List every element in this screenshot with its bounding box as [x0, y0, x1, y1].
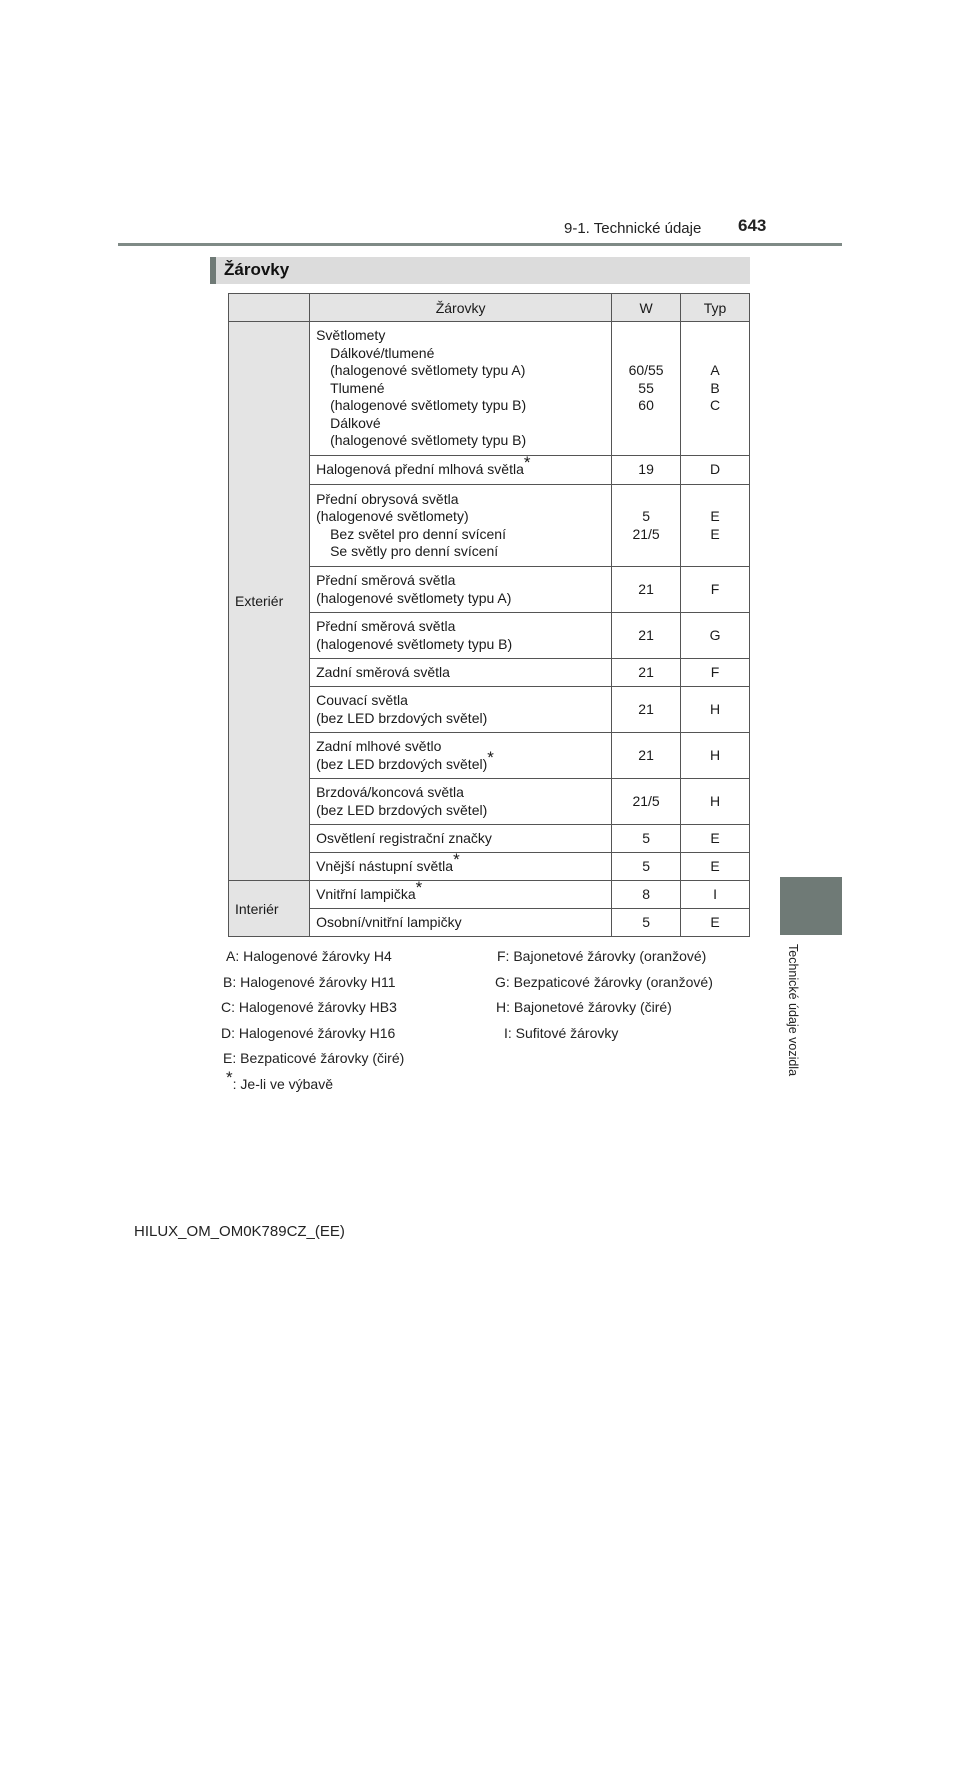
bulb-watt: 5	[612, 825, 681, 853]
document-code: HILUX_OM_OM0K789CZ_(EE)	[134, 1223, 345, 1240]
heading-marker	[210, 257, 216, 284]
name-line: Světlomety	[316, 327, 386, 344]
name-line: (halogenové světlomety typu B)	[330, 432, 527, 449]
table-row	[229, 881, 750, 909]
bulb-watt: 21	[612, 687, 681, 733]
name-line: Couvací světla	[316, 692, 408, 708]
section-heading: Žárovky	[224, 260, 290, 279]
legend-e: E: Bezpaticové žárovky (čiré)	[223, 1050, 405, 1066]
category-interior: Interiér	[229, 881, 310, 937]
bulb-watt: 8	[612, 881, 681, 909]
bulb-watt: 21	[612, 659, 681, 687]
bulb-watt: 21	[612, 613, 681, 659]
type-line: A	[710, 362, 720, 379]
chapter-number: 9	[807, 1769, 815, 1784]
section-heading-bar	[210, 257, 750, 284]
name-line: (halogenové světlomety typu A)	[316, 589, 512, 606]
bulb-name	[310, 877, 612, 909]
name-line: Tlumené	[330, 379, 385, 396]
bulb-type: G	[681, 613, 750, 659]
section-title: 9-1. Technické údaje	[564, 220, 702, 237]
name-line: Dálkové	[330, 414, 381, 431]
footnote-star: *	[487, 747, 494, 767]
type-line: E	[710, 508, 720, 524]
bulb-name	[310, 567, 612, 613]
type-line: C	[709, 397, 721, 414]
footnote-star: *	[453, 849, 460, 869]
footnote-star: *	[226, 1068, 233, 1087]
bulb-watt: 5	[612, 909, 681, 937]
name-text: Vnější nástupní světla	[316, 857, 454, 874]
bulbs-table	[228, 293, 750, 937]
header-cell-type: Typ	[681, 294, 750, 322]
bulb-watt	[612, 485, 681, 567]
table-header-row	[229, 294, 750, 322]
legend-c: C: Halogenové žárovky HB3	[221, 999, 397, 1015]
chapter-label: Technické údaje vozidla	[786, 944, 800, 1077]
page-number: 643	[738, 216, 767, 235]
watt-line: 60/55	[628, 362, 664, 379]
bulb-name	[310, 485, 612, 567]
bulb-watt: 21	[612, 567, 681, 613]
name-line: (halogenové světlomety typu B)	[330, 397, 527, 414]
footnote-star: *	[523, 453, 531, 473]
name-line: Brzdová/koncová světla	[316, 784, 464, 800]
name-line: Dálkové/tlumené	[330, 344, 435, 361]
watt-line: 5	[642, 508, 650, 524]
header-cell-bulbs: Žárovky	[310, 294, 612, 322]
name-text: Vnitřní lampička	[316, 885, 416, 902]
bulb-name: Osobní/vnitřní lampičky	[310, 909, 612, 937]
legend-i: I: Sufitové žárovky	[504, 1025, 619, 1041]
bulb-name	[310, 453, 612, 485]
bulb-type: F	[681, 567, 750, 613]
header-cell-watt: W	[612, 294, 681, 322]
name-line: (bez LED brzdových světel)	[316, 801, 488, 818]
name-line	[316, 747, 607, 774]
watt-line: 60	[638, 397, 654, 414]
bulb-type	[681, 322, 750, 456]
bulb-name: Zadní směrová světla	[310, 659, 612, 687]
footnote-star: *	[415, 877, 423, 897]
watt-line: 21/5	[632, 525, 660, 542]
bulb-name	[310, 687, 612, 733]
name-line: (halogenové světlomety)	[316, 508, 469, 524]
name-text: Halogenová přední mlhová světla	[316, 461, 524, 478]
bulb-type: H	[681, 779, 750, 825]
bulb-type: H	[681, 733, 750, 779]
bulb-watt	[612, 322, 681, 456]
legend-a: A: Halogenové žárovky H4	[226, 948, 392, 964]
bulb-type: D	[681, 456, 750, 485]
chapter-label-wrap	[786, 944, 806, 1104]
bulb-name	[310, 849, 612, 881]
bulb-name: Osvětlení registrační značky	[310, 825, 612, 853]
name-line: (halogenové světlomety typu A)	[330, 362, 526, 379]
legend-g: G: Bezpaticové žárovky (oranžové)	[495, 974, 713, 990]
bulb-type: F	[681, 659, 750, 687]
name-line: Zadní mlhové světlo	[316, 738, 442, 754]
footnote-text: : Je-li ve výbavě	[232, 1076, 333, 1092]
bulb-watt: 21	[612, 733, 681, 779]
header-cell-category	[229, 294, 310, 322]
name-text: (bez LED brzdových světel)	[316, 755, 488, 772]
legend-d: D: Halogenové žárovky H16	[221, 1025, 396, 1041]
bulb-name	[310, 779, 612, 825]
bulb-name	[310, 613, 612, 659]
bulb-watt: 5	[612, 853, 681, 881]
table-row	[229, 322, 750, 456]
bulb-name	[310, 322, 612, 456]
name-line: Přední směrová světla	[316, 572, 456, 588]
header-rule	[118, 243, 842, 246]
bulb-type: E	[681, 825, 750, 853]
type-line: E	[710, 525, 720, 542]
bulb-name	[310, 733, 612, 779]
bulb-type: I	[681, 881, 750, 909]
bulb-type: E	[681, 909, 750, 937]
bulb-type: H	[681, 687, 750, 733]
bulb-type: E	[681, 853, 750, 881]
name-line: Se světly pro denní svícení	[330, 543, 499, 559]
legend-b: B: Halogenové žárovky H11	[223, 974, 396, 990]
legend-f: F: Bajonetové žárovky (oranžové)	[497, 948, 707, 964]
name-line: (halogenové světlomety typu B)	[316, 635, 513, 652]
name-line: Přední obrysová světla	[316, 490, 459, 507]
name-line: (bez LED brzdových světel)	[316, 709, 488, 726]
bulb-watt: 21/5	[612, 779, 681, 825]
bulb-type	[681, 485, 750, 567]
watt-line: 55	[638, 379, 654, 396]
footnote	[226, 1068, 333, 1092]
bulb-watt: 19	[612, 456, 681, 485]
legend-h: H: Bajonetové žárovky (čiré)	[496, 999, 672, 1015]
category-exterior: Exteriér	[229, 322, 310, 881]
type-line: B	[710, 379, 720, 396]
name-line: Bez světel pro denní svícení	[330, 525, 506, 542]
name-line: Přední směrová světla	[316, 618, 456, 634]
